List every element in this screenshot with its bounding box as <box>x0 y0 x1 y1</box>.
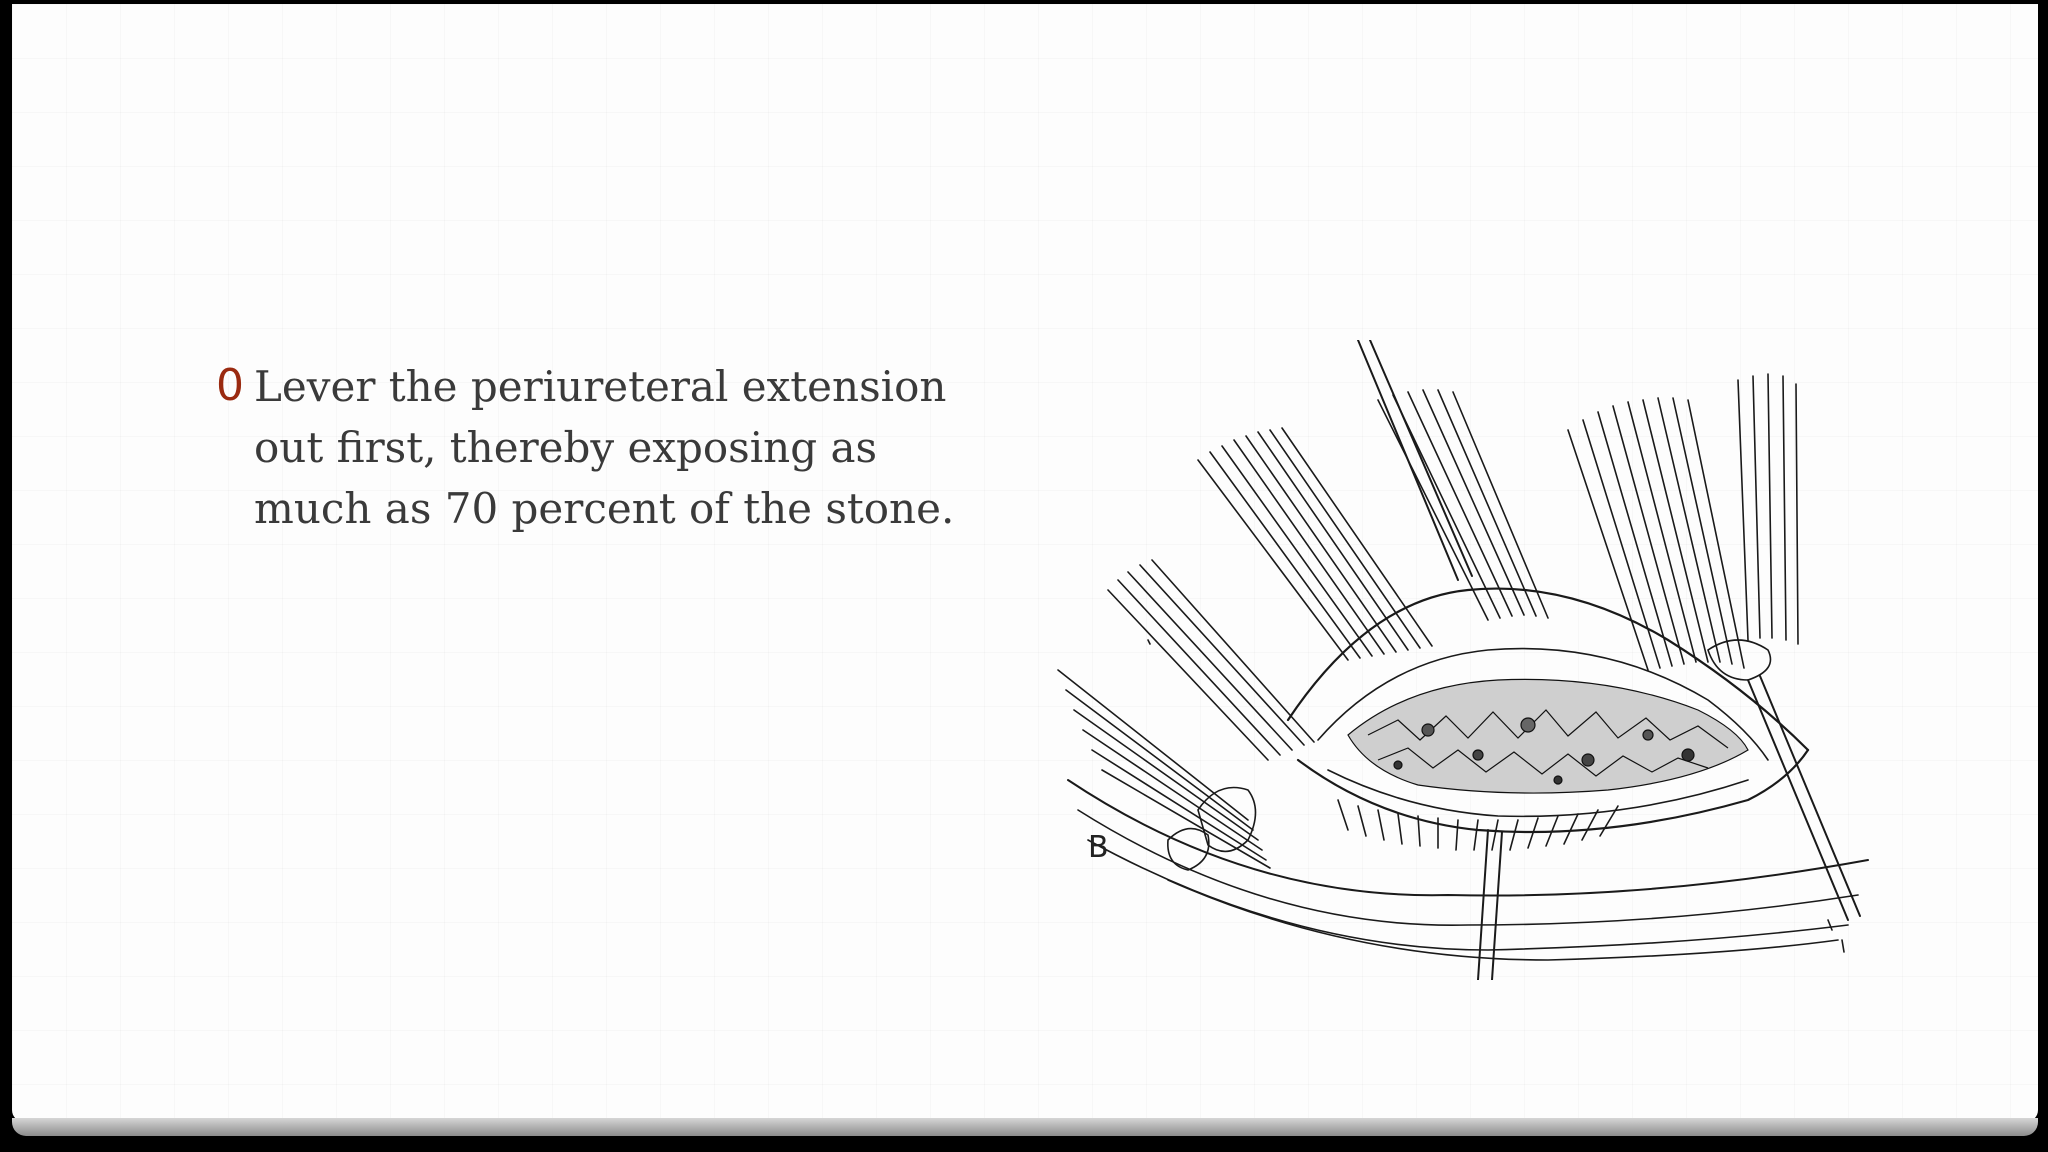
bullet-marker: 0 <box>216 360 244 411</box>
bullet-text: Lever the periureteral extension out first, thereby exposing as much as 70 percent of the stone. <box>254 362 955 533</box>
stone <box>1348 679 1748 793</box>
surgical-illustration <box>1048 340 1874 980</box>
slide <box>12 4 2038 1122</box>
slide-bottom-edge <box>12 1118 2038 1136</box>
bullet-item <box>216 356 976 539</box>
surgical-illustration-drawing <box>1048 340 1874 980</box>
figure-label: B <box>1088 830 1109 865</box>
